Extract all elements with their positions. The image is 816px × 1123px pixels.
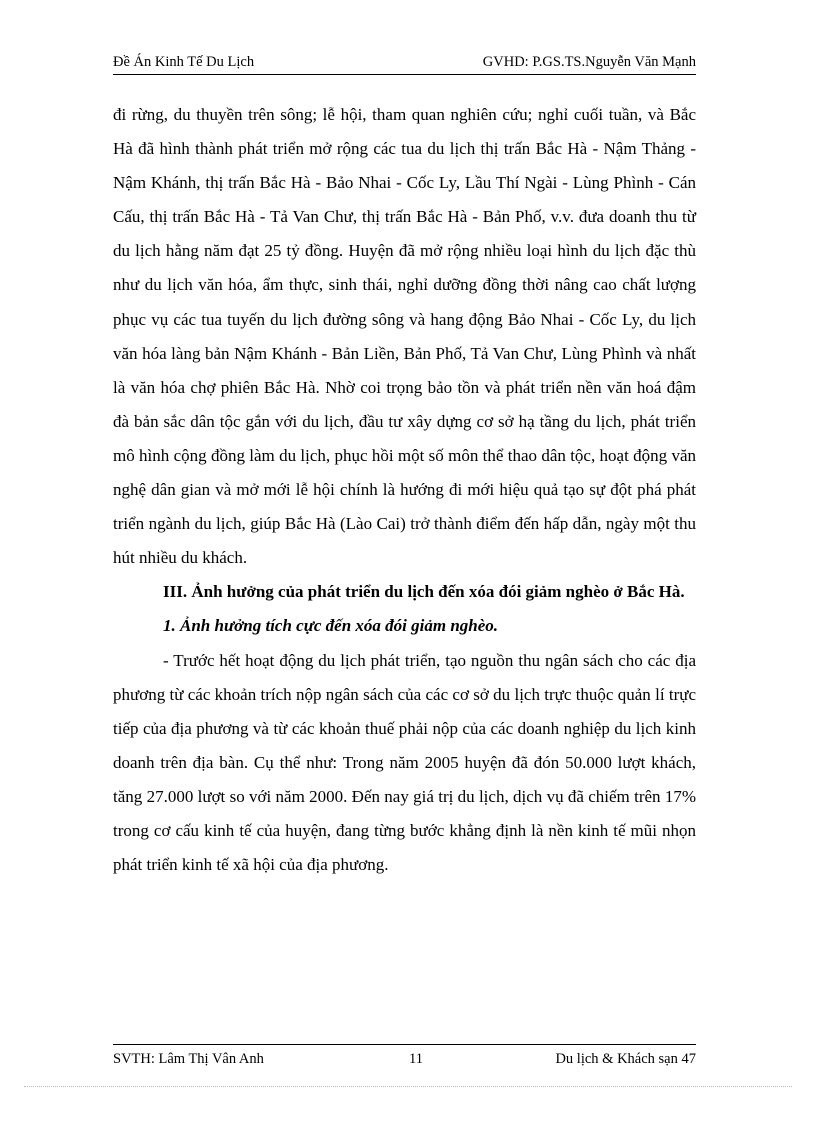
header-title: Đề Án Kinh Tế Du Lịch	[113, 54, 255, 70]
page-footer	[113, 1044, 696, 1071]
footer-student: SVTH: Lâm Thị Vân Anh	[113, 1051, 264, 1067]
page-number: 11	[409, 1051, 423, 1067]
page-header	[113, 52, 696, 75]
page-edge-divider	[24, 1086, 792, 1087]
document-body	[113, 98, 696, 882]
section-heading: III. Ảnh hưởng của phát triển du lịch đến xóa đói giảm nghèo ở Bắc Hà.	[163, 582, 685, 602]
body-paragraph: đi rừng, du thuyền trên sông; lễ hội, tham quan nghiên cứu; nghỉ cuối tuần, và Bắc Hà đã hình thành phát triển mở rộng các tua du lịch thị trấn Bắc Hà - Nậm Thảng - Nậm Khánh, thị trấn Bắc Hà - Bảo Nhai - Cốc Ly, Lầu Thí Ngài - Lùng Phình - Cán Cấu, thị trấn Bắc Hà - Tả Van Chư, thị trấn Bắc Hà - Bản Phố, v.v. đưa doanh thu từ du lịch hằng năm đạt 25 tỷ đồng. Huyện đã mở rộng nhiều loại hình du lịch đặc thù như du lịch văn hóa, ẩm thực, sinh thái, nghỉ dưỡng đồng thời nâng cao chất lượng phục vụ các tua tuyến du lịch đường sông và hang động Bảo Nhai - Cốc Ly, du lịch văn hóa làng bản Nậm Khánh - Bản Liền, Bản Phố, Tả Van Chư, Lùng Phình và nhất là văn hóa chợ phiên Bắc Hà. Nhờ coi trọng bảo tồn và phát triển nền văn hoá đậm đà bản sắc dân tộc gắn với du lịch, đầu tư xây dựng cơ sở hạ tầng du lịch, phát triển mô hình cộng đồng làm du lịch, phục hồi một số môn thể thao dân tộc, hoạt động văn nghệ dân gian và mở mới lễ hội chính là hướng đi mới hiệu quả tạo sự đột phá phát triển ngành du lịch, giúp Bắc Hà (Lào Cai) trở thành điểm đến hấp dẫn, ngày một thu hút nhiều du khách.	[113, 105, 696, 568]
header-supervisor: GVHD: P.GS.TS.Nguyễn Văn Mạnh	[482, 54, 696, 70]
subsection-heading: 1. Ảnh hưởng tích cực đến xóa đói giảm nghèo.	[163, 616, 499, 636]
body-paragraph: - Trước hết hoạt động du lịch phát triển, tạo nguồn thu ngân sách cho các địa phương từ các khoản trích nộp ngân sách của các cơ sở du lịch trực thuộc quản lí trực tiếp của địa phương và từ các khoản thuế phải nộp của các doanh nghiệp du lịch kinh doanh trên địa bàn. Cụ thể như: Trong năm 2005 huyện đã đón 50.000 lượt khách, tăng 27.000 lượt so với năm 2000. Đến nay giá trị du lịch, dịch vụ đã chiếm trên 17% trong cơ cấu kinh tế của huyện, đang từng bước khẳng định là nền kinh tế mũi nhọn phát triển kinh tế xã hội của địa phương.	[113, 650, 696, 875]
footer-course: Du lịch & Khách sạn 47	[555, 1051, 696, 1067]
